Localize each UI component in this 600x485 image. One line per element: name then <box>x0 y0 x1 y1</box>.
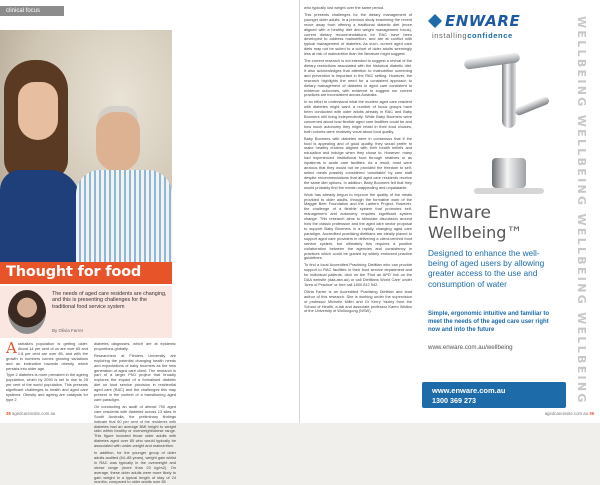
paragraph: Australia's population is getting older. About 14 per cent of us are over 65 and 1.8 per cent are over 85, and with the growth in numbers comes growing variations and an inclination towards obesity, which persists into older age. <box>6 339 88 371</box>
body-column-2 <box>94 341 176 485</box>
paragraph: To find a local Accredited Practising Dietitian who can provide support to RAC facilities in their food service department and for individual patients, click on the 'Find an APD' link on the DAA website (daa.asn.au) or call Dietitians World Care' under 'Area of Practice' or free call 1800 812 942. <box>304 262 412 287</box>
enware-advert[interactable] <box>418 8 590 412</box>
ad-footer-url[interactable]: www.enware.com.au <box>432 386 506 395</box>
paragraph: On conducting an audit of almost 700 aged care residents with diabetes across 13 sites in South Australia, the preliminary findings indicate that 60 per cent of the residents with diabetes had an average BMI height to weight ratio within healthy or overweight/obese range. This figure included those older adults with diabetes aged over 85 who would typically be associated with under-weight and malnutrition. <box>94 403 176 449</box>
ad-headline: Designed to enhance the well-being of aged users by allowing greater access to the use and consumption of water <box>428 248 545 289</box>
page-number: 38 <box>6 411 11 416</box>
brand-name: ENWARE <box>445 12 521 30</box>
paragraph: diabetes diagnoses, which are at epidemic proportions globally. <box>94 341 176 351</box>
paragraph: The current research is not intended to suggest a revival of the dietary restrictions associated with the historical diabetic diet. It also acknowledges that attention to malnutrition screening and prevention is important in the RAC setting. However, the research highlights the need for a consistent approach to dietary management of diabetes in aged care consistent to evidence outcomes, with evidence to suggest our current practices are inconsistent across Australia. <box>304 58 412 98</box>
folio-left <box>6 411 55 416</box>
ad-subline: Simple, ergonomic intuitive and familiar to meet the needs of the aged care user right now and into the future <box>428 311 550 333</box>
page-number: 39 <box>589 411 594 416</box>
drop-cap: A <box>6 339 17 357</box>
ad-tagline: installingconfidence <box>432 31 513 40</box>
enware-logo-icon <box>428 14 442 28</box>
body-column-3 <box>304 6 412 406</box>
paragraph: Baby Boomers with diabetes were in consensus that if the food is appealing and of good quality, they would prefer to make healthy choices aligned with their health beliefs and education and indulge when they chose to. However, many had experienced institutional food through relatives or as inpatients in acute care facilities. As a result, most were anxious that they would not be provided the freedom to self-select meals possibly considered 'unsuitable' by care staff despite recommendations that all aged care residents receive the same diet options. In addition, Baby Boomers felt that they would probably find the meals unappealing and unpalatable. <box>304 135 412 190</box>
paragraph: Researchers at Flinders University are exploring the potential changing health needs and expectations of baby boomers as the new generation of aged care client. The research is part of a larger PhD project that broadly explores the impact of a formalised diabetic diet on food service provision in residential aged care (RAC) and the challenges this may present in the context of a transitioning aged care paradigm. <box>94 352 176 402</box>
product-name: Enware Wellbeing™ <box>428 203 523 242</box>
enware-logo <box>428 12 520 30</box>
paragraph: This presents challenges for the dietary management of younger older adults. In a previous study examining the recent move away from offering a traditional diabetic diet (more aligned with a healthy diet and weight management focus), current dietary recommendations for RAC have been developed to address malnutrition, and are at conflict with typical management of diabetes. As such, current aged care diets may not be suited to a cohort of older adults seemingly less at risk of malnutrition than the literature might suggest. <box>304 11 412 57</box>
hero-photo <box>0 30 172 262</box>
article-standfirst: The needs of aged care residents are changing, and this is presenting challenges for the traditional food service system <box>52 291 167 310</box>
folio-url: agedcareinsite.com.au <box>544 411 589 416</box>
section-tab: clinical focus <box>0 6 64 16</box>
byline: By Olivia Farrer <box>52 328 84 333</box>
paragraph: who typically lost weight over the same period. <box>304 5 385 10</box>
ad-footer-phone: 1300 369 273 <box>432 396 476 405</box>
body-column-1 <box>6 339 88 412</box>
vertical-wellbeing-text: WELLBEING WELLBEING WELLBEING WELLBEING <box>575 16 588 405</box>
ad-contact-bar <box>422 382 566 408</box>
paragraph: Type 2 diabetes is more prevalent in the ageing population, which by 2050 is set to rise to 25 per cent of the world population. This presents significant challenges to health and aged care systems. Obesity and ageing are catalysts for type 2 <box>6 372 88 402</box>
ad-url-link[interactable]: www.enware.com.au/wellbeing <box>428 344 513 351</box>
paragraph: In addition, for the younger group of older adults audited (64–85 years), weight gain whilst in RAC was typically in the overweight and obese range (more than 20 kg/m2). On average, these older adults were more likely to gain weight in a typical length of stay of 24 months, compared to older adults over 85 <box>94 450 176 485</box>
tap-product-image <box>458 48 558 198</box>
paragraph: Olivia Farrer is an Accredited Practising Dietitian and lead author of this research. She is working under the supervision of professor Michelle Miller and Dr Kerry Yaxley from the School of Health, a-lab and associate professor Karen Walton of the University of Wollongong (NSW). <box>304 288 412 314</box>
right-page <box>300 0 600 423</box>
folio-right <box>545 411 594 416</box>
folio-url: agedcareinsite.com.au <box>11 411 56 416</box>
paragraph: Work has already begun to improve the quality of the meals provided to older adults, through the formative work of the Maggie Beer Foundation and the Lantern Project. However, the challenge of a flexible system that promotes self-management and autonomy requires significant system change. This research aims to stimulate discussion around how the classic profession and the aged care sector proposal to support Baby Boomers in a rapidly changing aged care paradigm. Accredited practising dietitians are ideally placed to support aged care providers in delivering a client-centred food service system, but ultimately this requires a positive collaboration between the agencies and consistency in practices which could be guided by widely endorsed practice guidelines. <box>304 191 412 261</box>
author-avatar <box>8 290 46 334</box>
paragraph: In an effort to understand what the modern aged care resident with diabetes might want, a number of focus groups have been conducted with older adults already in RAC and Baby Boomers still living independently. While Baby Boomers were concerned about how flexible aged care facilities could be and how much autonomy they might retain in their food choices, both cohorts were relatively vocal about food quality. <box>304 99 412 134</box>
article-title: Thought for food <box>6 264 142 280</box>
